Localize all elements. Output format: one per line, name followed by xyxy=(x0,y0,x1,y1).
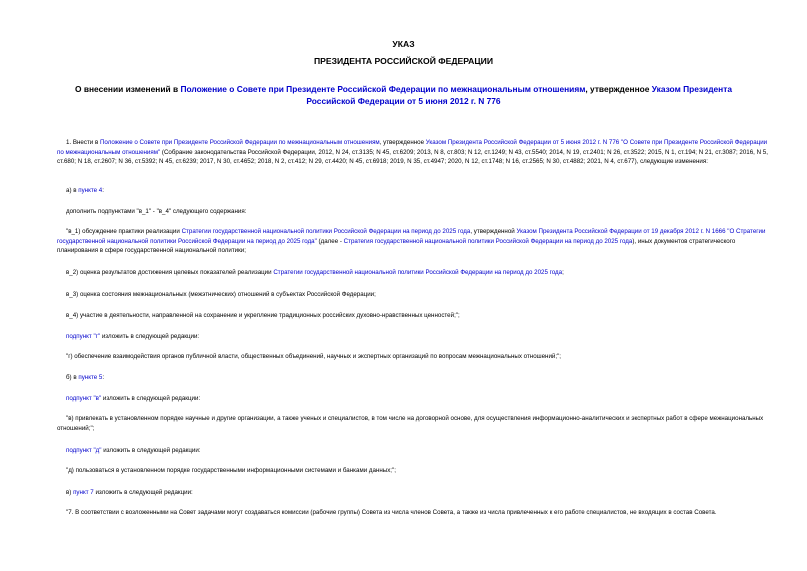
decree-1666-link[interactable]: Указом Президента Российской Федерации от 19 декабря 2012 г. N 1666 "О Стратегии государственной национальной политики Российской Федерации на период до 2025 года" xyxy=(57,228,766,245)
paragraph-3: дополнить подпунктами "в_1" - "в_4" следующего содержания: xyxy=(66,208,247,215)
subpoint-d-link[interactable]: подпункт "д" xyxy=(66,447,102,454)
paragraph-4: "в_1) обсуждение практики реализации Стратегии государственной национальной политики Российской Федерации на период до 2025 года, утвержденной Указом Президента Российской Федерации от 19 декабря 2012 г. N 1666 "О Стратегии государственной национальной политики Российской Федерации на период до 2025 года" (далее - Стратегия государственной национальной политики Российской Федерации на период до 2025 года), иных документов стратегического планирования в сфере государственной национальной политики; xyxy=(57,228,766,255)
strategy-link[interactable]: Стратегии государственной национальной политики Российской Федерации на период до 2025 года xyxy=(181,228,471,235)
paragraph-13: подпункт "д" изложить в следующей редакции: xyxy=(66,447,201,454)
decree-issuer: ПРЕЗИДЕНТА РОССИЙСКОЙ ФЕДЕРАЦИИ xyxy=(313,56,494,66)
paragraph-8: подпункт "г" изложить в следующей редакции: xyxy=(66,333,200,340)
decree-subject: О внесении изменений в Положение о Совете при Президенте Российской Федерации по межнациональным отношениям, утвержденное Указом Президента Российской Федерации от 5 июня 2012 г. N 776 xyxy=(75,84,732,106)
paragraph-16: "7. В соответствии с возложенными на Совет задачами могут создаваться комиссии (рабочие группы) Совета из числа членов Совета, а также из числа привлеченных к его работе специалистов, не входящих в состав Совета. xyxy=(66,509,717,516)
regulation-link[interactable]: Положение о Совете при Президенте Российской Федерации по межнациональным отношениям xyxy=(180,84,586,94)
paragraph-9: "г) обеспечение взаимодействия органов публичной власти, общественных объединений, научных и экспертных организаций по вопросам межнациональных отношений;"; xyxy=(66,353,562,360)
paragraph-1: 1. Внести в Положение о Совете при Президенте Российской Федерации по межнациональным отношениям, утвержденное Указом Президента Российской Федерации от 5 июня 2012 г. N 776 "О Совете при Президенте Российской Федерации по межнациональным отношениям" (Собрание законодательства Российской Федерации, 2012, N 24, ст.3135; N 45, ст.6209; 2013, N 8, ст.803; N 12, ст.1249; N 43, ст.5540; 2014, N 19, ст.2401; N 26, ст.3522; 2015, N 1, ст.194; N 21, ст.3087; 2016, N 5, ст.680; N 18, ст.2607; N 36, ст.5392; N 45, ст.6239; 2017, N 30, ст.4652; 2018, N 2, ст.412; N 29, ст.4420; N 45, ст.6918; 2019, N 35, ст.4947; 2020, N 12, ст.1748; N 16, ст.2565; N 30, ст.4882; 2021, N 4, ст.677), следующие изменения: xyxy=(57,139,768,166)
decree-776-link[interactable]: Указом Президента Российской Федерации от 5 июня 2012 г. N 776 "О Совете при Президенте Российской Федерации по межнациональным отношениям" xyxy=(57,139,768,156)
decree-title: УКАЗ xyxy=(392,39,415,49)
decree-776-link[interactable]: Указом Президента Российской Федерации от 5 июня 2012 г. N 776 xyxy=(306,84,732,106)
paragraph-7: в_4) участие в деятельности, направленной на сохранение и укрепление традиционных российских духовно-нравственных ценностей;"; xyxy=(66,312,460,319)
paragraph-15: в) пункт 7 изложить в следующей редакции: xyxy=(66,489,193,496)
paragraph-11: подпункт "в" изложить в следующей редакции: xyxy=(66,395,201,402)
paragraph-12: "в) привлекать в установленном порядке научные и другие организации, а также ученых и специалистов, в том числе на договорной основе, для осуществления информационно-аналитических и экспертных работ в сфере межнациональных отношений;"; xyxy=(57,415,764,432)
point-5-link[interactable]: пункте 5 xyxy=(78,374,103,381)
paragraph-14: "д) пользоваться в установленном порядке государственными информационными системами и банками данных;"; xyxy=(66,467,396,474)
paragraph-2: а) в пункте 4: xyxy=(66,187,104,194)
strategy-link[interactable]: Стратегия государственной национальной политики Российской Федерации на период до 2025 года xyxy=(343,237,633,245)
paragraph-5: в_2) оценка результатов достижения целевых показателей реализации Стратегии государственной национальной политики Российской Федерации на период до 2025 года; xyxy=(66,269,564,276)
point-4-link[interactable]: пункте 4 xyxy=(78,187,103,194)
regulation-link[interactable]: Положение о Совете при Президенте Российской Федерации по межнациональным отношениям xyxy=(99,139,380,146)
subpoint-g-link[interactable]: подпункт "г" xyxy=(66,333,101,340)
strategy-link[interactable]: Стратегии государственной национальной политики Российской Федерации на период до 2025 года xyxy=(273,269,563,276)
subpoint-v-link[interactable]: подпункт "в" xyxy=(66,395,102,402)
paragraph-10: б) в пункте 5: xyxy=(66,374,105,381)
paragraph-6: в_3) оценка состояния межнациональных (межэтнических) отношений в субъектах Российской Федерации; xyxy=(66,291,376,298)
point-7-link[interactable]: пункт 7 xyxy=(73,489,94,496)
